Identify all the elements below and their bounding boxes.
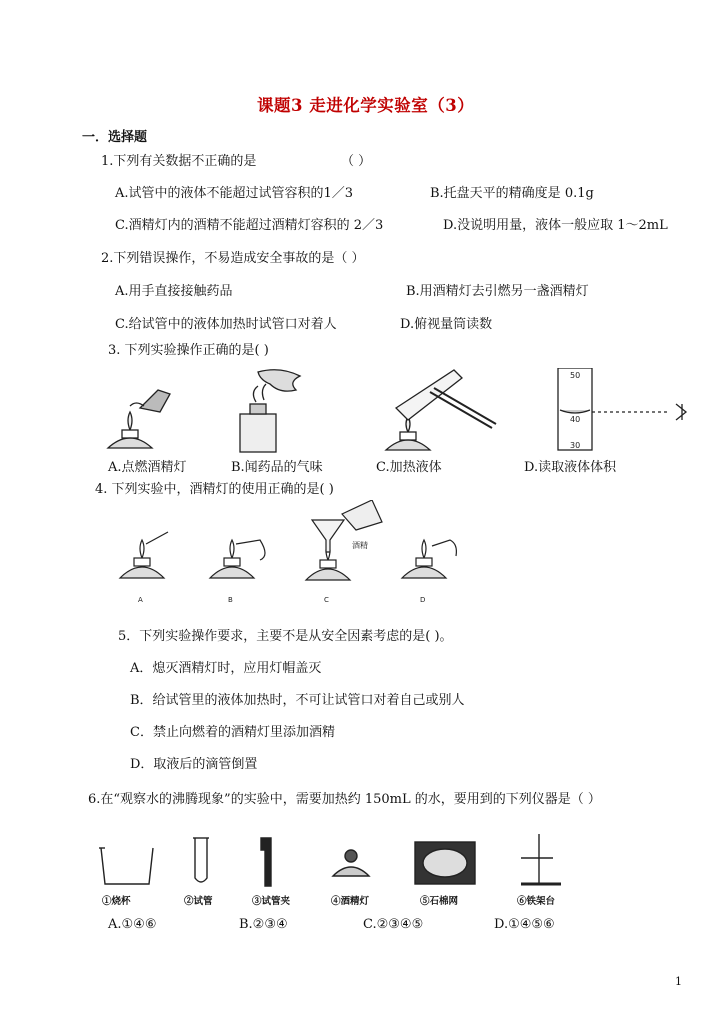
q3-option-d: D.读取液体体积 (524, 460, 617, 475)
q6-option-a: A.①④⑥ (108, 917, 157, 932)
alcohol-lamp-icon (333, 850, 369, 876)
q3-stem: 3. 下列实验操作正确的是( ) (108, 343, 269, 358)
instrument-label-3: ③试管夹 (252, 896, 291, 907)
q5-option-d: D．取液后的滴管倒置 (130, 757, 258, 772)
q2-stem: 2.下列错误操作，不易造成安全事故的是（ ） (101, 251, 365, 266)
q4-label-d: D (420, 596, 426, 604)
bottle-icon (240, 370, 300, 452)
q1-option-d: D.没说明用量，液体一般应取 1～2mL (443, 218, 668, 233)
q3-option-a: A.点燃酒精灯 (108, 460, 187, 475)
section-heading: 一．选择题 (82, 130, 148, 145)
cyl-tick-40: 40 (570, 415, 581, 424)
instrument-label-2: ②试管 (184, 896, 213, 907)
q4-label-c: C (324, 596, 329, 604)
q1-stem: 1.下列有关数据不正确的是 (101, 154, 257, 169)
instrument-label-4: ④酒精灯 (331, 896, 370, 907)
test-tube-icon (193, 838, 209, 882)
graduated-cylinder-icon (558, 368, 686, 450)
lamp-a-icon (120, 532, 168, 578)
q1-option-c: C.酒精灯内的酒精不能超过酒精灯容积的 2／3 (115, 218, 384, 233)
q4-label-a: A (138, 596, 143, 604)
cyl-tick-30: 30 (570, 441, 581, 450)
q6-option-d: D.①④⑤⑥ (494, 917, 555, 932)
q5-stem: 5．下列实验操作要求，主要不是从安全因素考虑的是( )。 (118, 629, 453, 644)
q6-option-b: B.②③④ (239, 917, 288, 932)
test-tube-clamp-icon (261, 838, 271, 886)
lamp-b-icon (210, 540, 265, 578)
q4-figures (110, 500, 480, 608)
q3-figures (100, 368, 710, 456)
q2-option-c: C.给试管中的液体加热时试管口对着人 (115, 317, 337, 332)
lamp-c-icon (306, 500, 382, 580)
q5-option-a: A．熄灭酒精灯时，应用灯帽盖灭 (130, 661, 322, 676)
q5-option-c: C．禁止向燃着的酒精灯里添加酒精 (130, 725, 335, 740)
q1-blank: （ ） (341, 154, 372, 169)
q4-stem: 4. 下列实验中，酒精灯的使用正确的是( ) (95, 482, 334, 497)
instrument-label-1: ①烧杯 (102, 896, 131, 907)
q2-option-d: D.俯视量筒读数 (400, 317, 493, 332)
q1-option-b: B.托盘天平的精确度是 0.1g (430, 186, 594, 201)
page-title: 课题3 走进化学实验室（3） (257, 96, 475, 115)
instrument-label-6: ⑥铁架台 (517, 896, 556, 907)
beaker-icon (99, 848, 153, 884)
q4-alcohol-label: 酒精 (352, 541, 368, 550)
q6-stem: 6.在“观察水的沸腾现象”的实验中，需要加热约 150mL 的水，要用到的下列仪器是（ ） (88, 792, 601, 807)
page-number: 1 (675, 975, 682, 988)
iron-stand-icon (521, 834, 561, 884)
q2-option-a: A.用手直接接触药品 (115, 284, 233, 299)
q5-option-b: B．给试管里的液体加热时，不可让试管口对着自己或别人 (130, 693, 465, 708)
q4-label-b: B (228, 596, 233, 604)
asbestos-net-icon (415, 842, 475, 884)
q1-option-a: A.试管中的液体不能超过试管容积的1／3 (115, 186, 354, 201)
q2-option-b: B.用酒精灯去引燃另一盏酒精灯 (406, 284, 589, 299)
test-tube-holder-icon (386, 370, 496, 450)
cyl-tick-50: 50 (570, 371, 581, 380)
lamp-d-icon (402, 540, 456, 578)
q3-option-c: C.加热液体 (376, 460, 442, 475)
lamp-icon (108, 390, 170, 448)
q6-option-c: C.②③④⑤ (363, 917, 424, 932)
q3-option-b: B.闻药品的气味 (231, 460, 323, 475)
instrument-label-5: ⑤石棉网 (420, 896, 459, 907)
